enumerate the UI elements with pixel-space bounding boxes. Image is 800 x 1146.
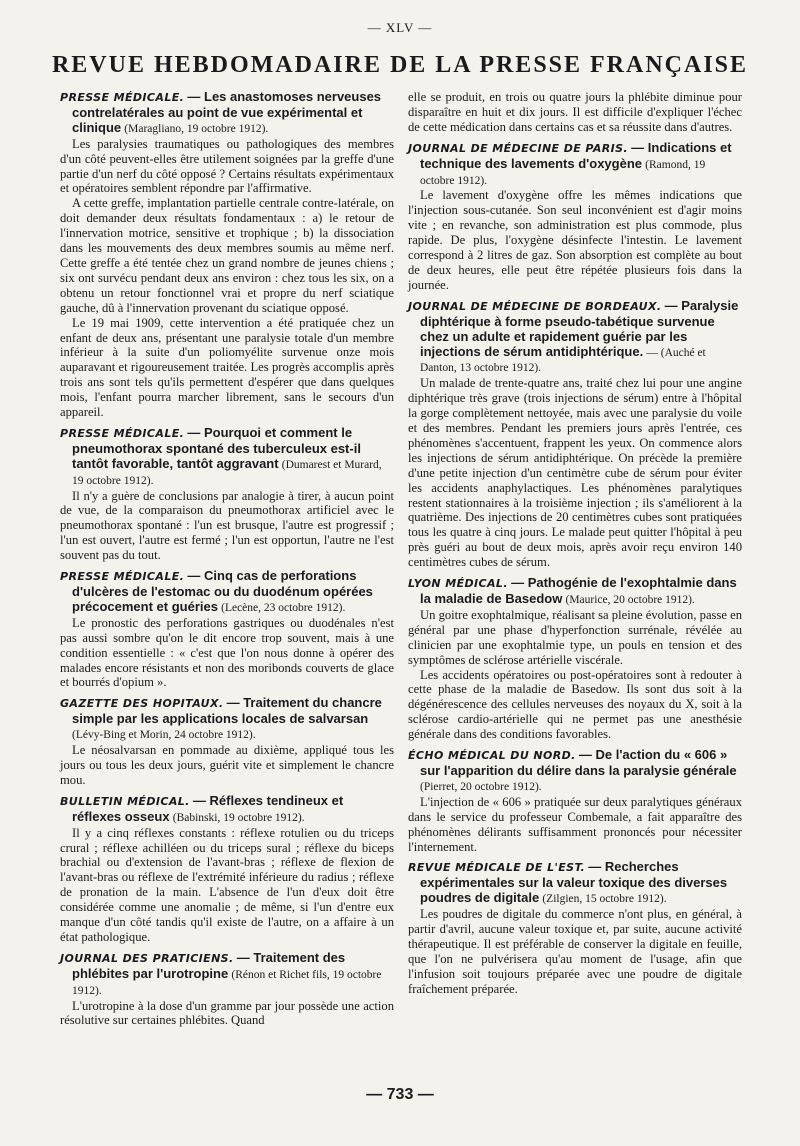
- article-authors: — (Auché et Danton, 13 octobre 1912).: [420, 346, 706, 375]
- article-title: Traitement des phlébites par l'urotropine: [72, 949, 346, 981]
- article-paragraph: Un goitre exophtalmique, réalisant sa pleine évolution, passe en général par une phase d'hyperfonction surrénale, révélée au clinicien par une exophtalmie type, un pouls en tension et des symptômes de sclérose artérielle viscérale.: [408, 607, 742, 667]
- article: [60, 794, 394, 945]
- article-title: Indications et technique des lavements d'oxygène: [420, 139, 732, 171]
- article-source: JOURNAL DE MÉDECINE DE BORDEAUX.: [408, 299, 662, 313]
- article-authors: (Maurice, 20 octobre 1912).: [565, 594, 695, 606]
- article: [408, 576, 742, 742]
- article-source: PRESSE MÉDICALE.: [60, 426, 185, 440]
- page-number: — 733 —: [366, 1086, 434, 1103]
- article-heading: PRESSE MÉDICALE. — Les anastomoses nerveuses contrelatérales au point de vue expérimental et clinique (Maragliano, 19 octobre 1912).: [60, 89, 382, 135]
- article-title: Les anastomoses nerveuses contrelatérales au point de vue expérimental et clinique: [72, 89, 382, 135]
- article-source: JOURNAL DE MÉDECINE DE PARIS.: [408, 141, 629, 155]
- article: [60, 426, 394, 563]
- article-paragraph: Les poudres de digitale du commerce n'ont plus, en général, à partir d'avril, aucune valeur toxique et, par suite, aucune activité thérapeutique. Il est préférable de conserver la digitale en feuille, que l'on ne pulvérisera qu'au moment de l'usage, afin que l'infusion soit toujours préparée avec une poudre de digitale fraîchement préparée.: [408, 907, 742, 996]
- article: [408, 748, 742, 854]
- article-authors: (Lévy-Bing et Morin, 24 octobre 1912).: [72, 729, 256, 742]
- article: [408, 299, 742, 570]
- article-heading: LYON MÉDICAL. — Pathogénie de l'exophtalmie dans la maladie de Basedow (Maurice, 20 octobre 1912).: [408, 575, 737, 606]
- article-paragraph: Les paralysies traumatiques ou pathologiques des membres d'un côté peuvent-elles être utilement soignées par la greffe d'une partie d'un nerf du côté opposé ? Certains résultats expérimentaux et opératoires semblent répondre par l'affirmative.: [60, 136, 394, 196]
- article-source: ÉCHO MÉDICAL DU NORD.: [408, 749, 576, 763]
- article-paragraph: L'injection de « 606 » pratiquée sur deux paralytiques généraux dans le service du professeur Combemale, a fait apparaître des phénomènes délirants suffisamment prononcés pour nécessiter l'internement.: [408, 794, 742, 854]
- article-title: Réflexes tendineux et réflexes osseux: [72, 792, 344, 824]
- article-title: Cinq cas de perforations d'ulcères de l'estomac ou du duodénum opérées précocement et guéries: [72, 568, 373, 614]
- article-authors: (Ramond, 19 octobre 1912).: [420, 158, 706, 187]
- article-title: Pourquoi et comment le pneumothorax spontané des tuberculeux est-il tantôt favorable, tantôt aggravant: [72, 424, 361, 471]
- article-authors: (Maragliano, 19 octobre 1912).: [124, 122, 269, 135]
- article: [60, 90, 394, 420]
- article-paragraph: Il y a cinq réflexes constants : réflexe rotulien ou du triceps crural ; réflexe achilléen ou du triceps sural ; réflexe du biceps brachial ou d'extension de l'avant-bras ; réflexe de flexion de l'avant-bras ou réflexe de l'extrémité inférieure du radius ; réflexe de pronation de la main. L'absence de l'un d'eux doit être considérée comme une anomalie ; de même, si l'un d'entre eux manque d'un côté tandis qu'il existe de l'autre, on a affaire à un état pathologique.: [60, 825, 394, 944]
- article-heading: JOURNAL DE MÉDECINE DE BORDEAUX. — Paralysie diphtérique à forme pseudo-tabétique survenue chez un adulte et rapidement guérie par les injections de sérum antidiphtérique. — (Auché et Danton, 13 octobre 1912).: [408, 297, 739, 375]
- article: [60, 696, 394, 787]
- article-paragraph: Il n'y a guère de conclusions par analogie à tirer, à aucun point de vue, de la comparaison du pneumothorax artificiel avec le pneumothorax spontané : l'un est brusque, l'autre est progressif ; l'un est ouvert, l'autre est fermé ; l'un est opportun, l'autre ne l'est souvent pas du tout.: [60, 488, 394, 563]
- article-heading: PRESSE MÉDICALE. — Cinq cas de perforations d'ulcères de l'estomac ou du duodénum opérées précocement et guéries (Lecène, 23 octobre 1912).: [60, 568, 373, 614]
- article-paragraph: Le lavement d'oxygène offre les mêmes indications que l'injection sous-cutanée. Son seul inconvénient est d'agir moins vite ; en revanche, son administration est plus commode, plus rapide. De plus, l'oxygène désinfecte l'intestin. Le lavement correspond à 2 litres de gaz. Son absorption est complète au bout de deux heures, elle peut être répétée plusieurs fois dans la journée.: [408, 188, 742, 292]
- article-paragraph: A cette greffe, implantation partielle centrale contre-latérale, on doit demander deux résultats fondamentaux : a) le retour de l'innervation motrice, sensitive et trophique ; b) la dissociation dans les mouvements des deux membres soumis au même nerf. Cette greffe a été tentée chez un grand nombre de jeunes chiens ; six ont survécu pendant deux ans environ : chez tous les six, on a obtenu un retour fonctionnel vrai et propre du nerf sciatique gauche, dû à l'innervation provenant du sciatique opposé.: [60, 196, 394, 315]
- article-heading: GAZETTE DES HOPITAUX. — Traitement du chancre simple par les applications locales de salvarsan (Lévy-Bing et Morin, 24 octobre 1912).: [60, 695, 382, 742]
- article-paragraph: Les accidents opératoires ou post-opératoires sont à redouter à cette phase de la maladie de Basedow. Ils sont dus soit à la dégénérescence des cellules nerveuses des noyaux du X, soit à la sclérose cardio-artérielle qui ne permet pas une anesthésie générale dans des conditions favorables.: [408, 667, 742, 742]
- article-source: PRESSE MÉDICALE.: [60, 570, 185, 584]
- roman-page-numeral: — XLV —: [367, 20, 433, 35]
- article-continuation: [408, 90, 742, 135]
- article-heading: ÉCHO MÉDICAL DU NORD. — De l'action du « 606 » sur l'apparition du délire dans la paralysie générale (Pierret, 20 octobre 1912).: [408, 747, 737, 793]
- article-title: Paralysie diphtérique à forme pseudo-tabétique survenue chez un adulte et rapidement guérie par les injections de sérum antidiphtérique.: [420, 297, 739, 359]
- article-title: Traitement du chancre simple par les applications locales de salvarsan: [72, 695, 382, 727]
- article: [408, 141, 742, 293]
- article-source: LYON MÉDICAL.: [408, 577, 508, 591]
- article-authors: (Lecène, 23 octobre 1912).: [221, 601, 346, 614]
- article-title: De l'action du « 606 » sur l'apparition du délire dans la paralysie générale: [420, 747, 737, 778]
- article-title: Recherches expérimentales sur la valeur toxique des diverses poudres de digitale: [420, 859, 728, 906]
- article: [408, 860, 742, 996]
- article-title: Pathogénie de l'exophtalmie dans la maladie de Basedow: [420, 575, 737, 606]
- article-heading: JOURNAL DES PRATICIENS. — Traitement des phlébites par l'urotropine (Rénon et Richet fils, 19 octobre 1912).: [60, 949, 382, 997]
- article-paragraph: Un malade de trente-quatre ans, traité chez lui pour une angine diphtérique très grave (trois injections de sérum) entre à l'hôpital la gorge complètement nettoyée, mais avec une paralysie du voile et des membres. Pendant les premiers jours après l'entrée, ces phénomènes s'accentuent, frappent les yeux. On commence alors les injections de sérum antidiphtérique. On précède la première d'une petite injection d'un centimètre cube de sérum pour éviter les accidents anaphylactiques. Les phénomènes paralytiques restent stationnaires à la troisième injection ; ils s'améliorent à la quatrième. Des injections de 20 centimètres cubes sont pratiquées tous les quatre à cinq jours. Le malade peut quitter l'hôpital à peu près guéri au bout de deux mois, après avoir reçu environ 140 centimètres cubes de sérum.: [408, 376, 742, 570]
- article-authors: (Pierret, 20 octobre 1912).: [420, 780, 542, 793]
- article-heading: JOURNAL DE MÉDECINE DE PARIS. — Indications et technique des lavements d'oxygène (Ramond, 19 octobre 1912).: [408, 139, 732, 187]
- article: [60, 569, 394, 690]
- article-source: BULLETIN MÉDICAL.: [60, 794, 190, 808]
- article-paragraph: Le néosalvarsan en pommade au dixième, appliqué tous les jours ou tous les deux jours, guérit vite et simplement le chancre mou.: [60, 743, 394, 787]
- journal-title: REVUE HEBDOMADAIRE DE LA PRESSE FRANÇAISE: [51, 52, 749, 78]
- article-source: PRESSE MÉDICALE.: [60, 91, 185, 104]
- right-column: [408, 90, 742, 1003]
- article-authors: (Zilgien, 15 octobre 1912).: [542, 893, 667, 906]
- article-paragraph: elle se produit, en trois ou quatre jours la phlébite diminue pour disparaître en huit et dix jours. Il est difficile d'expliquer l'échec de cette médication dans certains cas et sa réussite dans d'autres.: [408, 90, 742, 134]
- article-heading: BULLETIN MÉDICAL. — Réflexes tendineux et réflexes osseux (Babinski, 19 octobre 1912).: [60, 792, 344, 824]
- article: [60, 951, 394, 1029]
- article-authors: (Rénon et Richet fils, 19 octobre 1912).: [72, 968, 382, 997]
- article-paragraph: Le pronostic des perforations gastriques ou duodénales n'est pas aussi sombre qu'on le dit encore trop souvent, mais à une condition essentielle : « c'est que l'on nous donne à opérer des malades encore résistants et non des moribonds couverts de glace et bourrés d'opium ».: [60, 615, 394, 690]
- left-column: [60, 90, 394, 1034]
- article-authors: (Babinski, 19 octobre 1912).: [172, 811, 305, 824]
- article-heading: REVUE MÉDICALE DE L'EST. — Recherches expérimentales sur la valeur toxique des diverses poudres de digitale (Zilgien, 15 octobre 1912).: [408, 859, 728, 906]
- article-paragraph: Le 19 mai 1909, cette intervention a été pratiquée chez un enfant de deux ans, présentant une paralysie totale d'un membre inférieur à la suite d'un poliomyélite survenue onze mois auparavant et rigoureusement traitée. Les progrès accomplis après trois ans sont tels qu'ils permettent d'espérer que dans quelques mois, l'enfant pourra marcher librement, sans le secours d'un appareil.: [60, 315, 394, 420]
- article-source: GAZETTE DES HOPITAUX.: [60, 697, 224, 711]
- article-heading: PRESSE MÉDICALE. — Pourquoi et comment le pneumothorax spontané des tuberculeux est-il tantôt favorable, tantôt aggravant (Dumarest et Murard, 19 octobre 1912).: [60, 424, 382, 487]
- article-source: REVUE MÉDICALE DE L'EST.: [408, 861, 586, 875]
- article-authors: (Dumarest et Murard, 19 octobre 1912).: [72, 458, 382, 487]
- article-source: JOURNAL DES PRATICIENS.: [60, 951, 234, 965]
- article-paragraph: L'urotropine à la dose d'un gramme par jour possède une action résolutive sur certaines phlébites. Quand: [60, 998, 394, 1028]
